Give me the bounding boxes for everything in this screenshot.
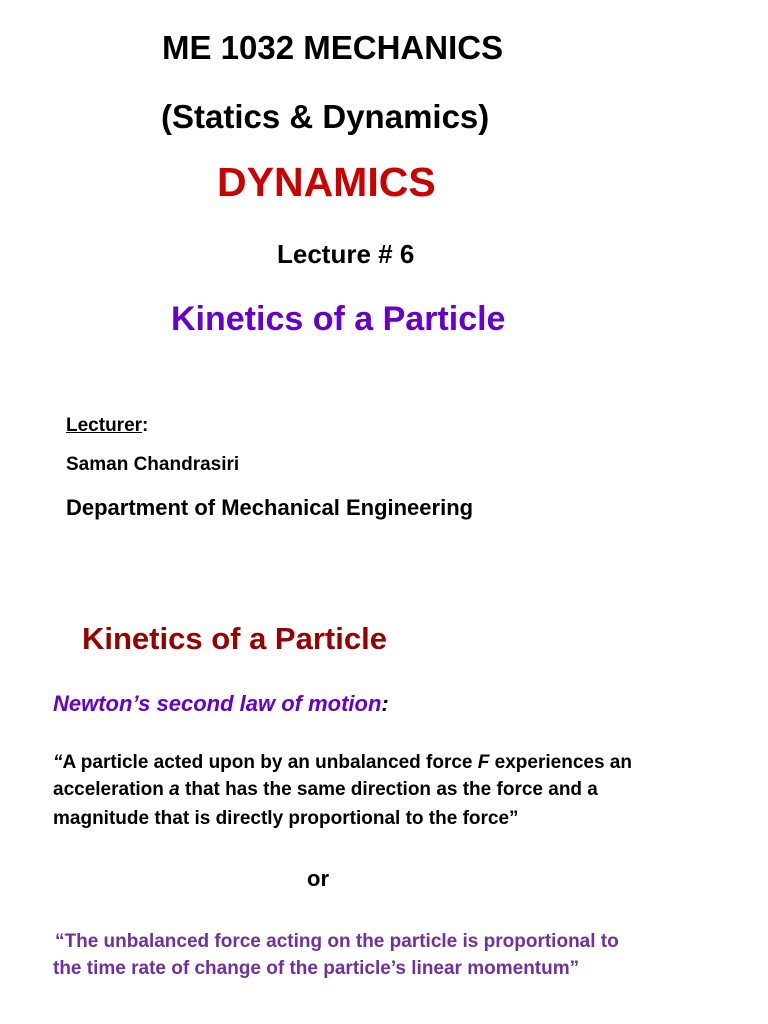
lecturer-label-colon: : bbox=[142, 415, 149, 436]
lecture-topic: Kinetics of a Particle bbox=[171, 300, 506, 338]
law-quote-line-3: magnitude that is directly proportional to the force” bbox=[53, 808, 519, 829]
quote1-l2-b: that has the same direction as the force and a bbox=[179, 779, 598, 800]
lecturer-label bbox=[66, 416, 148, 435]
department: Department of Mechanical Engineering bbox=[66, 495, 474, 520]
law-heading bbox=[53, 693, 389, 715]
slide2-title: Kinetics of a Particle bbox=[82, 621, 387, 656]
or-separator: or bbox=[307, 866, 329, 891]
momentum-quote-line-2: the time rate of change of the particle’s linear momentum” bbox=[53, 958, 580, 979]
quote1-l1-b: experiences an bbox=[489, 752, 632, 773]
course-title: ME 1032 MECHANICS bbox=[162, 29, 504, 66]
law-heading-text: Newton’s second law of motion bbox=[53, 691, 382, 716]
lecture-number: Lecture # 6 bbox=[277, 239, 415, 269]
lecturer-label-text: Lecturer bbox=[66, 415, 143, 436]
section-title: DYNAMICS bbox=[217, 159, 436, 205]
law-quote-line-2 bbox=[53, 780, 598, 799]
lecturer-name: Saman Chandrasiri bbox=[66, 454, 240, 475]
course-subtitle: (Statics & Dynamics) bbox=[161, 98, 490, 135]
quote1-l1-a: A particle acted upon by an unbalanced force bbox=[62, 752, 478, 773]
law-quote-line-1 bbox=[53, 753, 632, 772]
momentum-quote-line-1: “The unbalanced force acting on the particle is proportional to bbox=[55, 931, 619, 952]
quote-open-mark: “ bbox=[53, 752, 63, 773]
quote1-l2-a: acceleration bbox=[53, 779, 170, 800]
law-heading-colon: : bbox=[381, 691, 389, 716]
force-variable: F bbox=[477, 752, 490, 773]
acceleration-variable: a bbox=[169, 779, 180, 800]
